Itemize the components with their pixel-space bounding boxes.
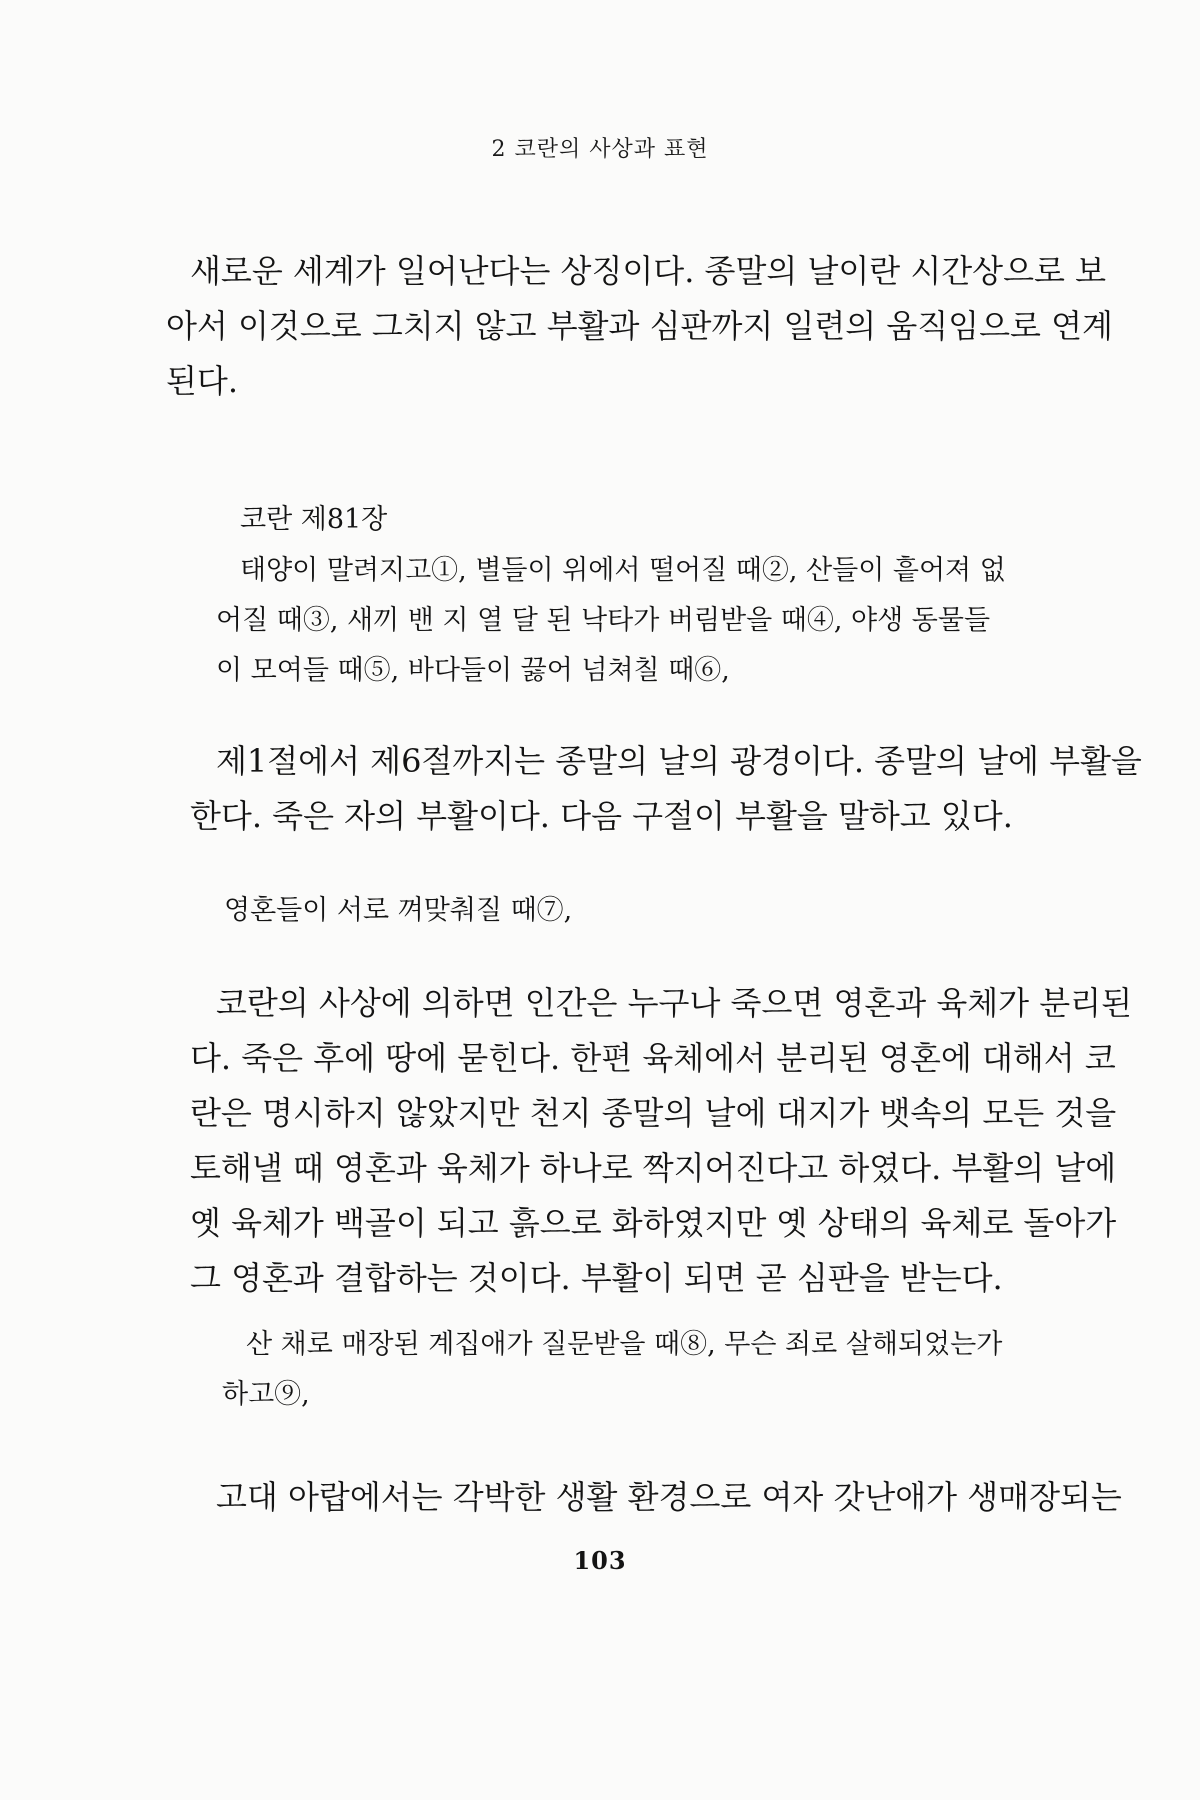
quote-line: 산 채로 매장된 계집애가 질문받을 때⑧, 무슨 죄로 살해되었는가 (246, 1329, 1003, 1360)
quote-line: 하고⑨, (222, 1379, 310, 1410)
text-line: 토해낼 때 영혼과 육체가 하나로 짝지어진다고 하였다. 부활의 날에 (190, 1149, 1117, 1187)
quote-block-3 (222, 1320, 1042, 1420)
quote-block-2 (224, 886, 1044, 936)
body-paragraph-4 (216, 1470, 1122, 1525)
text-line: 새로운 세계가 일어난다는 상징이다. 종말의 날이란 시간상으로 보 (190, 252, 1107, 290)
text-line: 아서 이것으로 그치지 않고 부활과 심판까지 일련의 움직임으로 연계 (166, 307, 1113, 345)
text-line: 한다. 죽은 자의 부활이다. 다음 구절이 부활을 말하고 있다. (190, 797, 1013, 835)
quote-line: 영혼들이 서로 껴맞춰질 때⑦, (224, 895, 573, 926)
text-line: 제1절에서 제6절까지는 종말의 날의 광경이다. 종말의 날에 부활을 (216, 742, 1142, 780)
body-paragraph-1 (166, 244, 1113, 409)
body-paragraph-2 (190, 734, 1142, 844)
quote-line: 어질 때③, 새끼 밴 지 열 달 된 낙타가 버림받을 때④, 야생 동물들 (216, 605, 991, 636)
text-line: 다. 죽은 후에 땅에 묻힌다. 한편 육체에서 분리된 영혼에 대해서 코 (190, 1039, 1116, 1077)
text-line: 그 영혼과 결합하는 것이다. 부활이 되면 곧 심판을 받는다. (190, 1259, 1003, 1297)
text-line: 고대 아랍에서는 각박한 생활 환경으로 여자 갓난애가 생매장되는 (216, 1478, 1122, 1516)
body-paragraph-3 (190, 976, 1133, 1306)
text-line: 란은 명시하지 않았지만 천지 종말의 날에 대지가 뱃속의 모든 것을 (190, 1094, 1117, 1132)
text-line: 옛 육체가 백골이 되고 흙으로 화하였지만 옛 상태의 육체로 돌아가 (190, 1204, 1117, 1242)
quote-block-1 (216, 546, 1036, 696)
text-line: 된다. (166, 362, 238, 400)
page-number: 103 (573, 1546, 627, 1575)
quote-heading: 코란 제81장 (240, 504, 388, 535)
running-head: 2 코란의 사상과 표현 (491, 137, 709, 162)
text-line: 코란의 사상에 의하면 인간은 누구나 죽으면 영혼과 육체가 분리된 (216, 984, 1133, 1022)
quote-line: 이 모여들 때⑤, 바다들이 끓어 넘쳐칠 때⑥, (216, 655, 730, 686)
quote-line: 태양이 말려지고①, 별들이 위에서 떨어질 때②, 산들이 흩어져 없 (240, 555, 1006, 586)
